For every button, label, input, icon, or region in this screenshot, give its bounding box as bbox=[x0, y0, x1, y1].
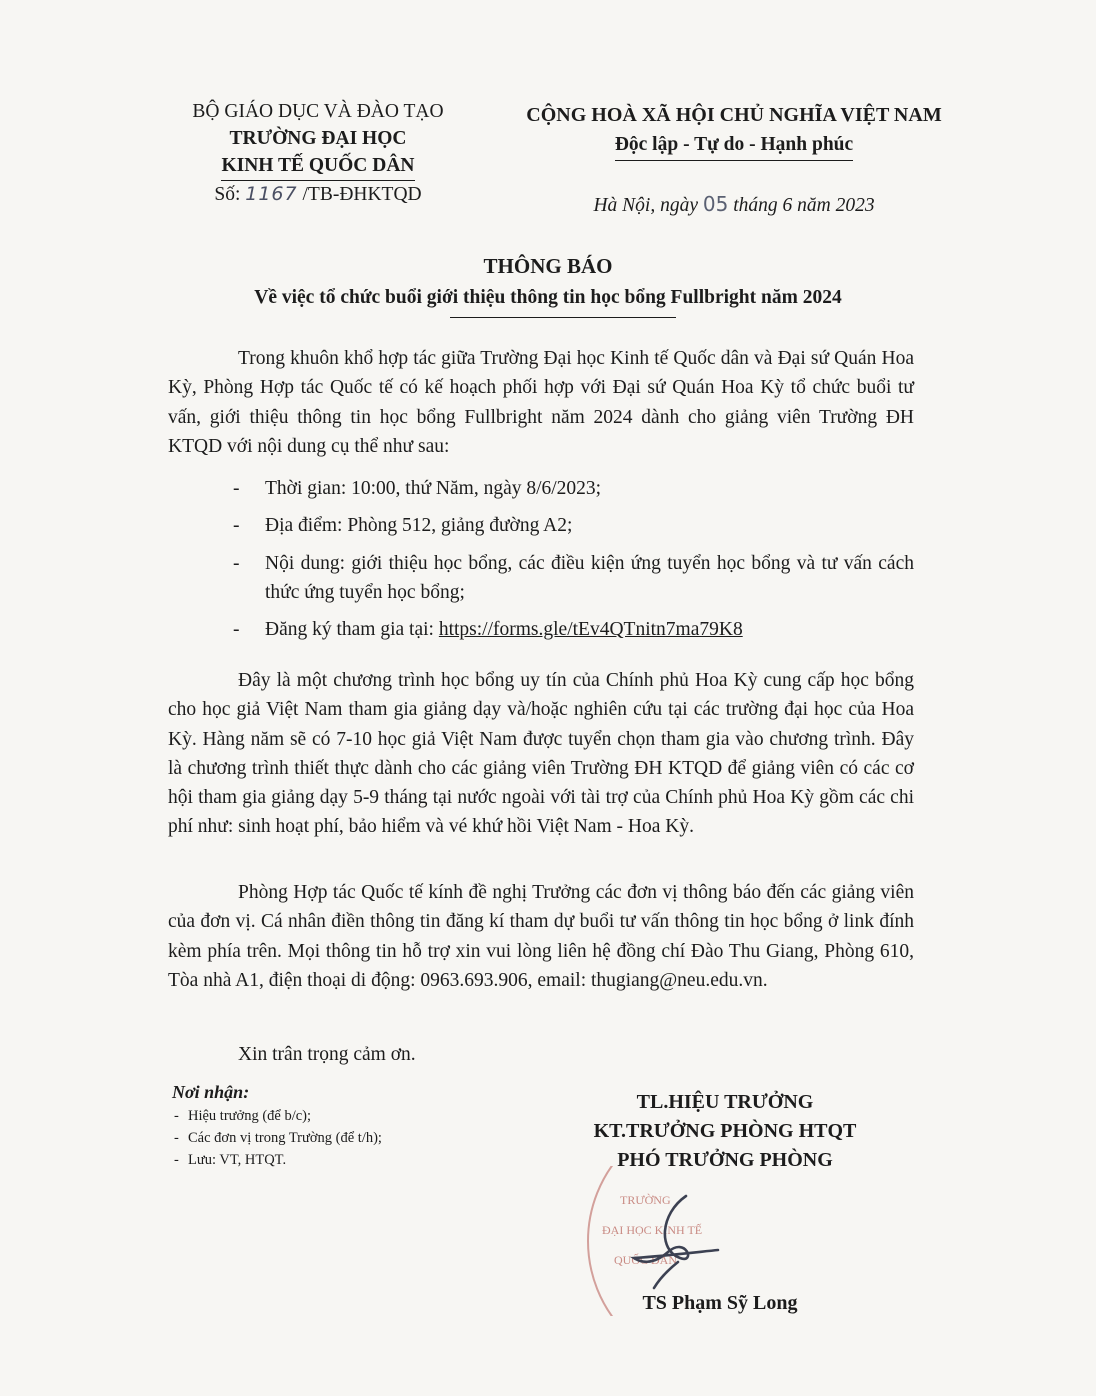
date-suffix: tháng 6 năm 2023 bbox=[728, 195, 875, 216]
nation-name: CỘNG HOÀ XÃ HỘI CHỦ NGHĨA VIỆT NAM bbox=[526, 104, 942, 126]
document-number-handwritten: 1167 bbox=[245, 183, 298, 205]
handwritten-signature-icon bbox=[634, 1196, 718, 1288]
signer-name: TS Phạm Sỹ Long bbox=[642, 1292, 798, 1314]
list-item: - Thời gian: 10:00, thứ Năm, ngày 8/6/2023; bbox=[233, 478, 602, 499]
signature-line-1: TL.HIỆU TRƯỞNG bbox=[636, 1091, 814, 1113]
list-item: - Lưu: VT, HTQT. bbox=[174, 1152, 287, 1168]
request-paragraph: Phòng Hợp tác Quốc tế kính đề nghị Trưởng các đơn vị thông báo đến các giảng viên của đơn vị. Cá nhân điền thông tin đăng kí tham dự buổi tư vấn thông tin học bổng ở link đính kèm phía trên. Mọi thông tin hỗ trợ xin vui lòng liên hệ đồng chí Đào Thu Giang, Phòng 610, Tòa nhà A1, điện thoại di động: 0963.693.906, email: thugiang@neu.edu.vn. bbox=[168, 882, 914, 991]
signature-title-block bbox=[560, 1088, 890, 1175]
recipients-heading: Nơi nhận: bbox=[172, 1082, 250, 1102]
seal-text-line2: ĐẠI HỌC KINH TẾ bbox=[602, 1223, 703, 1237]
details-list bbox=[168, 474, 914, 644]
intro-paragraph: Trong khuôn khổ hợp tác giữa Trường Đại học Kinh tế Quốc dân và Đại sứ Quán Hoa Kỳ, Phòng Hợp tác Quốc tế có kế hoạch phối hợp với Đại sứ Quán Hoa Kỳ tổ chức buổi tư vấn, giới thiệu thông tin học bổng Fullbright năm 2024 dành cho giảng viên Trường ĐH KTQD với nội dung cụ thể như sau: bbox=[168, 348, 914, 457]
list-item: - Địa điểm: Phòng 512, giảng đường A2; bbox=[233, 515, 573, 537]
document-title: THÔNG BÁO bbox=[483, 254, 613, 278]
list-item-text: Thời gian: 10:00, thứ Năm, ngày 8/6/2023; bbox=[265, 478, 602, 499]
date-day-handwritten: 05 bbox=[702, 192, 729, 216]
list-item-text: Đăng ký tham gia tại: bbox=[265, 619, 439, 641]
list-item-text: Địa điểm: Phòng 512, giảng đường A2; bbox=[265, 515, 573, 537]
list-item-text: Nội dung: giới thiệu học bổng, các điều kiện ứng tuyển học bổng và tư vấn cách thức ứng tuyển học bổng; bbox=[265, 552, 914, 603]
closing-line: Xin trân trọng cảm ơn. bbox=[238, 1044, 416, 1065]
school-name-line2: KINH TẾ QUỐC DÂN bbox=[221, 152, 414, 181]
signature-line-3: PHÓ TRƯỞNG PHÒNG bbox=[617, 1149, 833, 1171]
school-name-line1: TRƯỜNG ĐẠI HỌC bbox=[229, 128, 407, 149]
recipient-text: Lưu: VT, HTQT. bbox=[188, 1152, 287, 1168]
national-motto: Độc lập - Tự do - Hạnh phúc bbox=[615, 130, 853, 161]
program-paragraph: Đây là một chương trình học bổng uy tín của Chính phủ Hoa Kỳ cung cấp học bổng cho học giả Việt Nam tham gia giảng dạy và/hoặc nghiên cứu tại các trường đại học của Hoa Kỳ. Hàng năm sẽ có 7-10 học giả Việt Nam được tuyển chọn tham gia vào chương trình. Đây là chương trình thiết thực dành cho các giảng viên Trường ĐH KTQD để giảng viên có các cơ hội tham gia giảng dạy 5-9 tháng tại nước ngoài với tài trợ của Chính phủ Hoa Kỳ gồm các chi phí như: sinh hoạt phí, bảo hiểm và vé khứ hồi Việt Nam - Hoa Kỳ. bbox=[168, 670, 914, 838]
title-underline bbox=[450, 317, 676, 318]
seal-text-line3: QUỐC DÂN bbox=[614, 1253, 677, 1267]
recipient-text: Hiệu trưởng (để b/c); bbox=[188, 1108, 312, 1124]
issuer-block bbox=[168, 98, 468, 208]
recipients-block bbox=[172, 1082, 512, 1171]
document-number-prefix: Số: bbox=[214, 184, 246, 205]
list-item: - Đăng ký tham gia tại: https://forms.gle/tEv4QTnitn7ma79K8 bbox=[233, 619, 743, 641]
document-subtitle: Về việc tổ chức buổi giới thiệu thông tin học bổng Fullbright năm 2024 bbox=[254, 287, 842, 308]
ministry-name: BỘ GIÁO DỤC VÀ ĐÀO TẠO bbox=[192, 101, 444, 122]
registration-link[interactable]: https://forms.gle/tEv4QTnitn7ma79K8 bbox=[438, 619, 743, 641]
list-item: - Các đơn vị trong Trường (để t/h); bbox=[174, 1130, 382, 1146]
list-item: - Hiệu trưởng (để b/c); bbox=[174, 1108, 312, 1124]
date-prefix: Hà Nội, ngày bbox=[593, 195, 703, 216]
document-number-suffix: /TB-ĐHKTQD bbox=[297, 184, 422, 205]
national-header bbox=[508, 100, 960, 161]
issue-date bbox=[508, 192, 960, 217]
seal-text-line1: TRƯỜNG bbox=[620, 1193, 671, 1207]
recipient-text: Các đơn vị trong Trường (để t/h); bbox=[188, 1130, 382, 1146]
list-item: - Nội dung: giới thiệu học bổng, các điều kiện ứng tuyển học bổng và tư vấn cách thức ứng tuyển học bổng; bbox=[233, 552, 914, 603]
document-number bbox=[168, 181, 468, 208]
signature-line-2: KT.TRƯỞNG PHÒNG HTQT bbox=[593, 1120, 857, 1142]
